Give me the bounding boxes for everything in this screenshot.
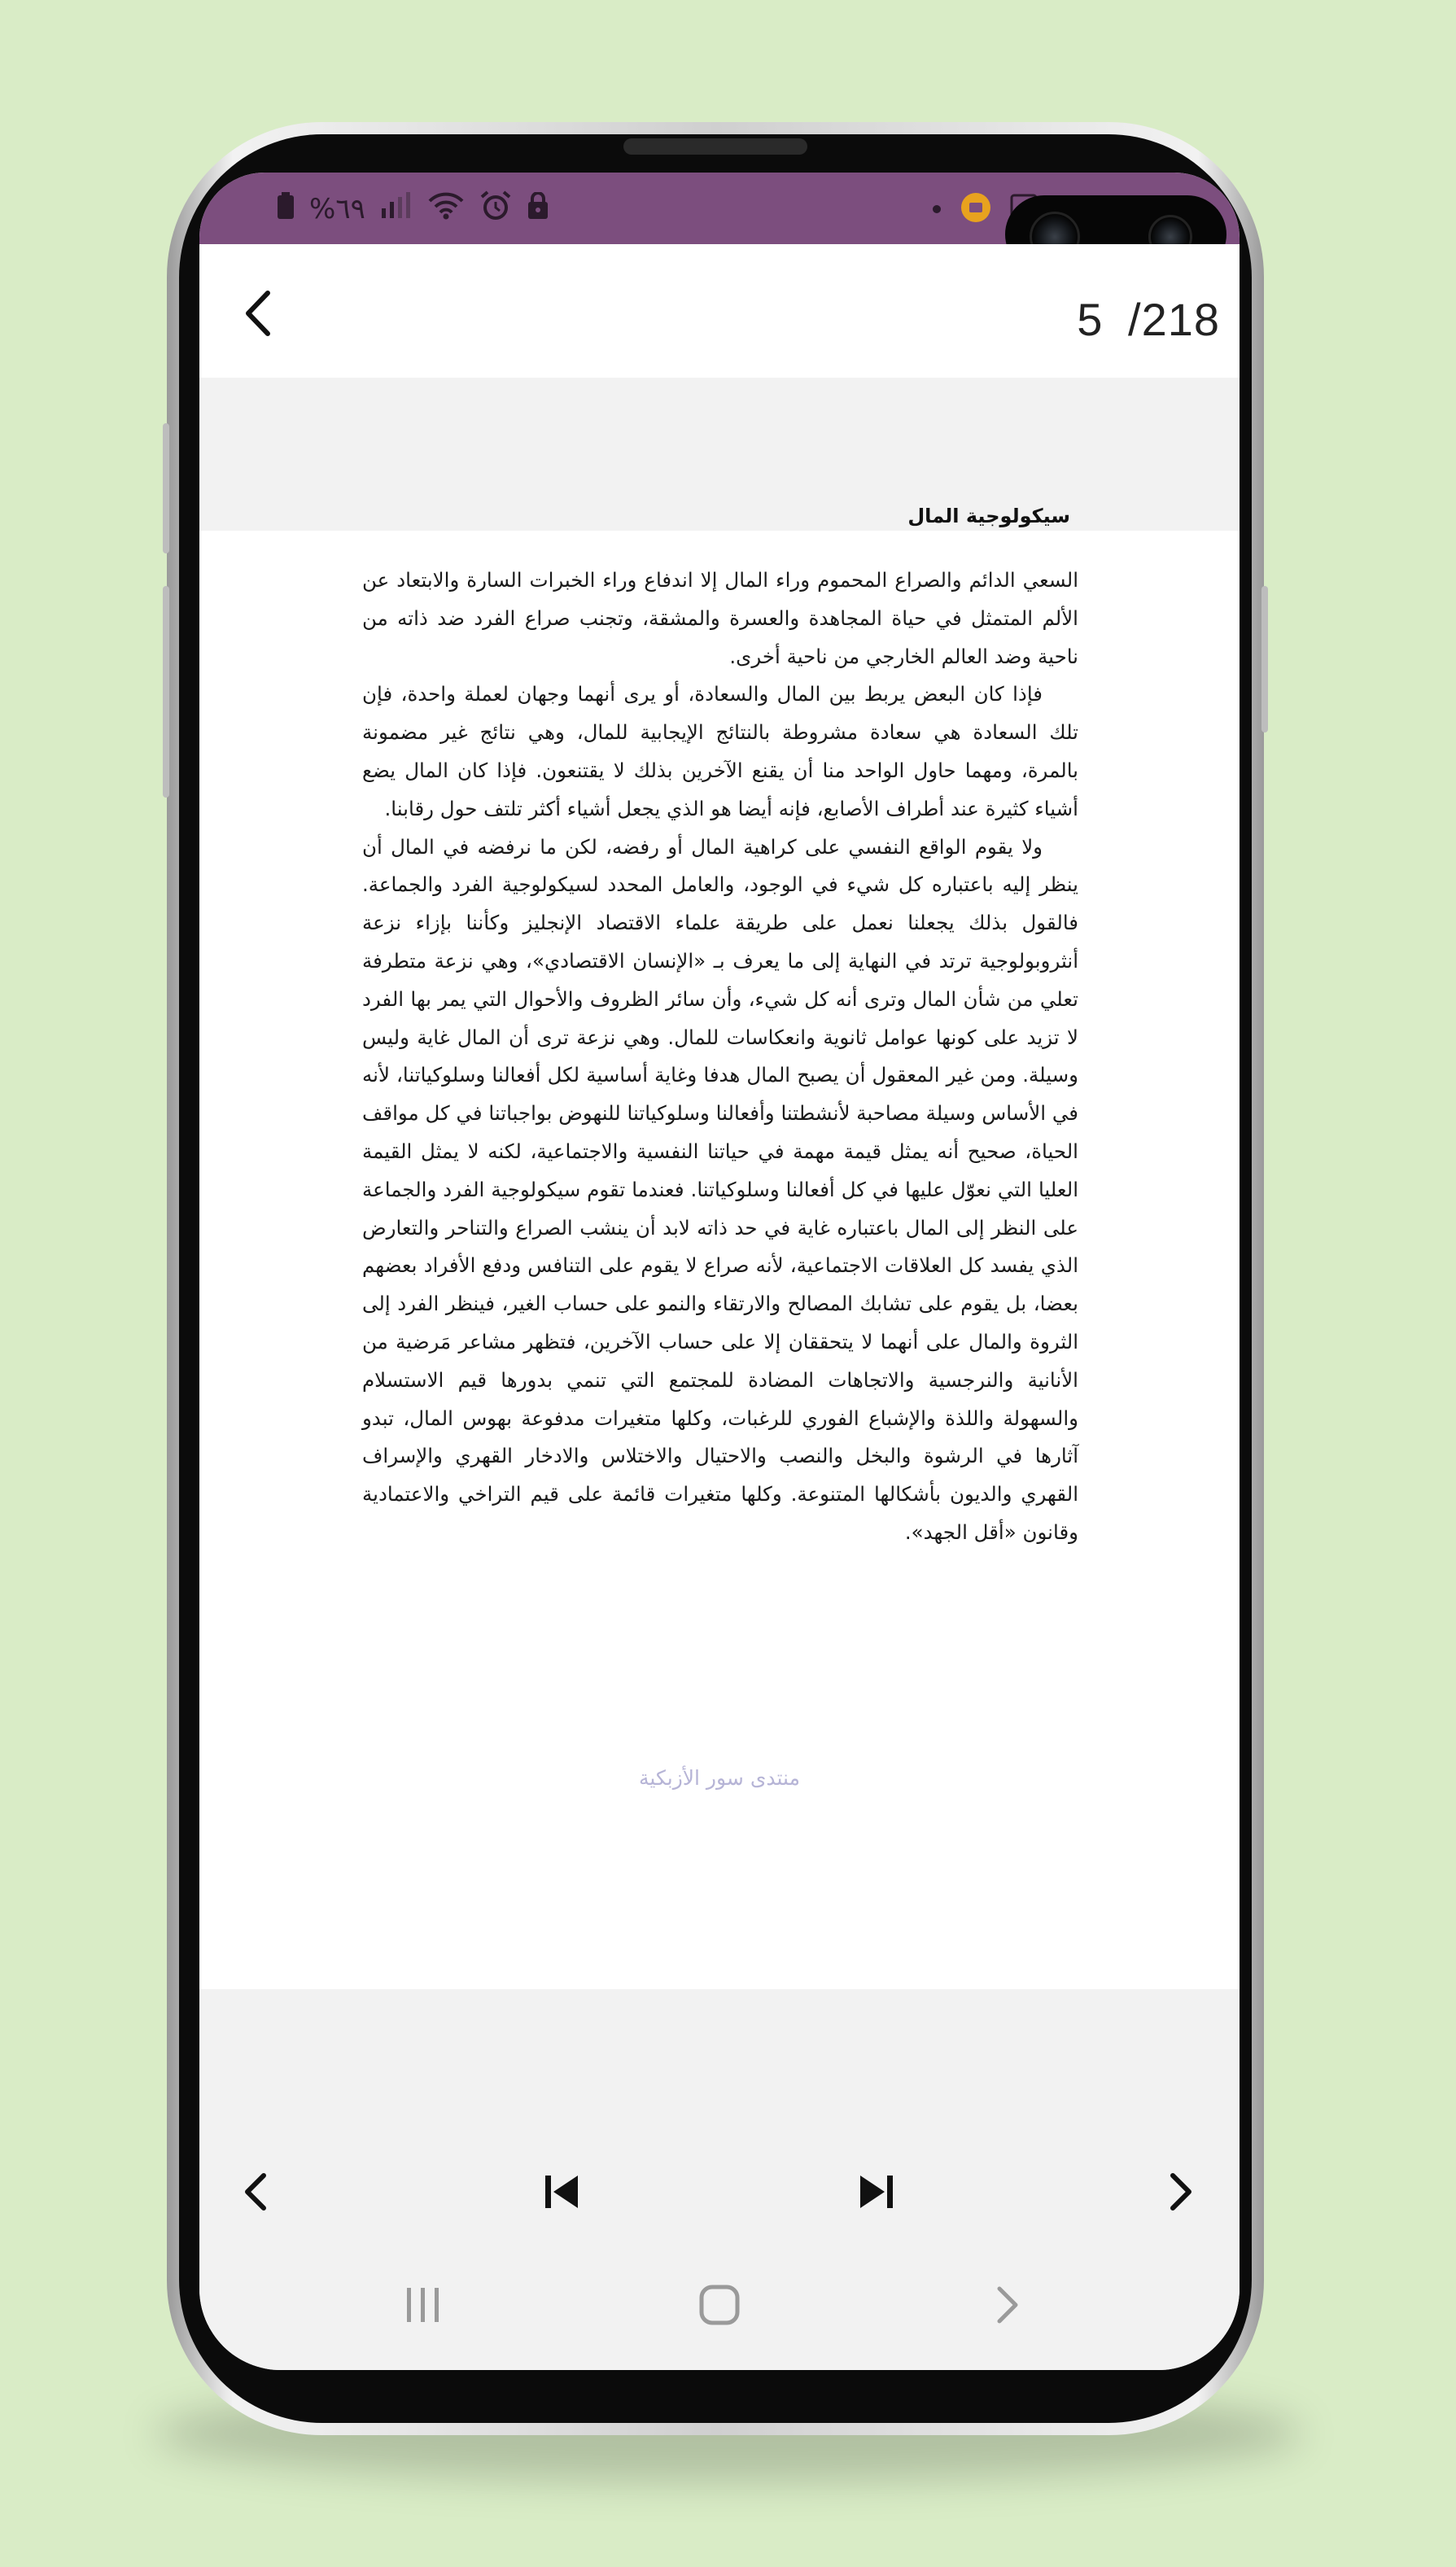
alarm-icon — [479, 190, 512, 228]
previous-page-button[interactable] — [220, 2155, 293, 2228]
chevron-left-icon — [232, 285, 289, 342]
system-back-button[interactable] — [970, 2272, 1043, 2337]
skip-previous-icon — [539, 2169, 584, 2215]
recents-icon — [399, 2285, 448, 2325]
lock-icon — [527, 192, 549, 226]
recents-button[interactable] — [387, 2272, 460, 2337]
total-pages: 218 — [1141, 294, 1220, 345]
chevron-left-icon — [236, 2167, 277, 2216]
first-page-button[interactable] — [525, 2155, 598, 2228]
last-page-button[interactable] — [840, 2155, 913, 2228]
skip-next-icon — [854, 2169, 899, 2215]
status-left — [277, 190, 549, 228]
system-back-icon — [986, 2281, 1027, 2329]
power-button — [1261, 586, 1268, 732]
earpiece-speaker — [623, 138, 807, 155]
battery-icon — [277, 192, 295, 226]
next-page-button[interactable] — [1143, 2155, 1217, 2228]
wifi-icon — [427, 192, 465, 226]
bixby-button — [163, 586, 169, 798]
battery-percent: %٦٩ — [309, 193, 365, 225]
running-head: سيكولوجية المال — [907, 505, 1070, 527]
app-notification-icon — [960, 191, 992, 227]
home-icon — [695, 2281, 744, 2329]
top-gray-band — [199, 378, 1240, 531]
home-button[interactable] — [683, 2272, 756, 2337]
paragraph-2: فإذا كان البعض يربط بين المال والسعادة، أو يرى أنهما وجهان لعملة واحدة، فإن تلك السعادة هي سعادة مشروطة بالنتائج الإيجابية للمال، وهي نتائج غير مضمونة بالمرة، ومهما حاول الواحد منا أن يقنع الآخرين بذلك لا يقتنعون. فإذا كان المال يضع أشياء كثيرة عند أطراف الأصابع، فإنه أيضا هو الذي يجعل أشياء أكثر تلتف حول رقابنا. — [362, 682, 1078, 820]
chevron-right-icon — [1160, 2167, 1200, 2216]
screen — [199, 173, 1240, 2370]
current-page: 5 — [1077, 294, 1104, 345]
page-body-text — [362, 562, 1078, 1552]
watermark-text: منتدى سور الأزبكية — [639, 1766, 800, 1790]
signal-icon — [380, 192, 413, 226]
volume-button — [163, 423, 169, 553]
back-button[interactable] — [232, 285, 289, 342]
top-app-bar — [199, 244, 1240, 378]
page-separator: / — [1114, 294, 1142, 345]
page-indicator — [1077, 293, 1220, 346]
status-bar — [199, 173, 1240, 244]
paragraph-3: ولا يقوم الواقع النفسي على كراهية المال أو رفضه، لكن ما نرفضه في المال أن ينظر إليه باعتباره كل شيء في الوجود، والعامل المحدد لسيكولوجية الفرد والجماعة. فالقول بذلك يجعلنا نعمل على طريقة علماء الاقتصاد الإنجليز وكأننا بإزاء نزعة أنثروبولوجية ترتد في النهاية إلى ما يعرف بـ «الإنسان الاقتصادي»، وهي نزعة متطرفة تعلي من شأن المال وترى أنه كل شيء، وأن سائر الظروف والأحوال التي يمر بها الفرد لا تزيد على كونها عوامل ثانوية وانعكاسات للمال. وهي نزعة ترى أن المال غاية وليس وسيلة. ومن غير المعقول أن يصبح المال هدفا وغاية أساسية لكل أفعالنا وسلوكياتنا، لأنه في الأساس وسيلة مصاحبة لأنشطتنا وأفعالنا وسلوكياتنا للنهوض بواجباتنا في كل مواقف الحياة، صحيح أنه يمثل قيمة مهمة في حياتنا النفسية والاجتماعية، لكنه لا يمثل القيمة العليا التي نعوّل عليها في كل أفعالنا وسلوكياتنا. فعندما تقوم سيكولوجية الفرد والجماعة على النظر إلى المال باعتباره غاية في حد ذاته لابد أن ينشب الصراع والتناحر والتعارض الذي يفسد كل العلاقات الاجتماعية، لأنه صراع لا يقوم على التنافس ودفع الأفراد بعضهم بعضا، بل يقوم على تشابك المصالح والارتقاء والنمو على حساب الغير، فينظر الفرد إلى الثروة والمال على أنهما لا يتحققان إلا على حساب الآخرين، فتظهر مشاعر مَرضية من الأنانية والنرجسية والاتجاهات المضادة للمجتمع التي تنمي بدورها قيم الاستسلام والسهولة واللذة والإشباع الفوري للرغبات، وكلها متغيرات مدفوعة بهوس المال، تبدو آثارها في الرشوة والبخل والنصب والاحتيال والاختلاس والادخار القهري والإسراف القهري والديون بأشكالها المتنوعة. وكلها متغيرات قائمة على قيم التراخي والاعتمادية وقانون «أقل الجهد». — [362, 834, 1078, 1544]
dot-icon — [932, 202, 942, 217]
paragraph-1: السعي الدائم والصراع المحموم وراء المال إلا اندفاع وراء الخبرات السارة والابتعاد عن الألم المتمثل في حياة المجاهدة والعسرة والمشقة، وتجنب صراع الفرد ضد ذاته من ناحية وضد العالم الخارجي من ناحية أخرى. — [362, 568, 1078, 668]
